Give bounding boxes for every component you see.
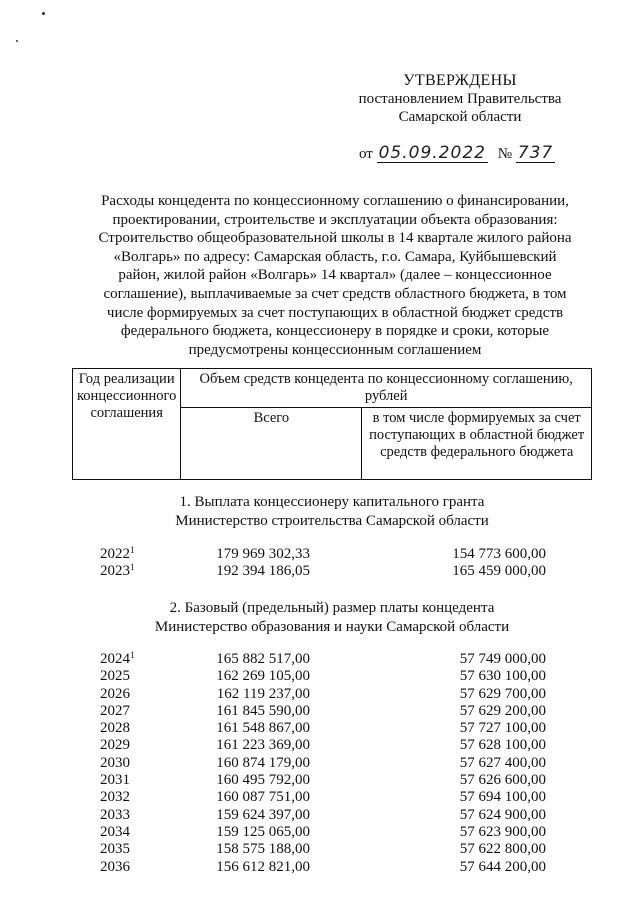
title-line: проектировании, строительстве и эксплуатации объекта образования: [112,211,558,228]
year-value: 2028 [100,720,130,737]
title-line: район, жилой район «Волгарь» 14 квартал» (далее – концессионное [118,267,552,284]
total-cell: 159 624 397,00 [216,806,310,823]
year-cell [100,546,135,563]
year-cell [100,824,130,841]
scan-speck [42,12,45,15]
total-cell: 160 495 792,00 [216,772,310,789]
approval-line-1: постановлением Правительства [358,91,562,107]
date-prefix: от [359,146,373,162]
title-line: Расходы концедента по концессионному соглашению о финансировании, [101,193,569,209]
federal-cell: 57 627 400,00 [459,754,546,771]
year-value: 2027 [100,702,130,719]
total-cell: 192 394 186,05 [216,563,310,580]
total-cell: 162 119 237,00 [216,685,310,702]
title-line: соглашение), выплачиваемые за счет средств областного бюджета, в том [103,285,567,302]
total-cell: 160 874 179,00 [216,754,310,771]
year-value: 2026 [100,685,130,702]
federal-cell: 57 626 600,00 [459,772,546,789]
federal-cell: 57 749 000,00 [459,651,546,667]
approval-stamp [330,72,590,126]
footnote-mark: 1 [130,650,135,660]
handwritten-date: 05.09.2022 [378,143,486,163]
footnote-mark: 1 [130,562,135,573]
table-row [72,720,592,737]
section-2-heading [72,599,592,636]
section-subtitle: Министерство строительства Самарской области [175,512,489,529]
title-line: федерального бюджета, концессионеру в порядке и сроки, которые [120,323,550,340]
year-cell [100,720,130,737]
table-row [72,755,592,772]
title-line: числе формируемых за счет поступающих в областной бюджет средств [106,304,564,321]
header-year-cell: Год реализации концессионного соглашения [73,369,181,480]
title-line: Строительство общеобразовательной школы в 14 квартале жилого района [98,230,572,247]
table-row [72,686,592,703]
federal-cell: 165 459 000,00 [452,563,546,580]
federal-cell: 57 628 100,00 [459,737,546,754]
approval-date-line [359,144,599,163]
total-cell: 165 882 517,00 [216,651,310,667]
year-value: 2033 [100,806,130,823]
year-value: 2023 [100,563,130,580]
federal-cell: 154 773 600,00 [452,546,546,562]
year-value: 2030 [100,754,130,771]
table-row [72,703,592,720]
year-cell [100,789,130,806]
federal-cell: 57 623 900,00 [459,823,546,840]
table-row [72,737,592,754]
federal-cell: 57 644 200,00 [459,858,546,875]
table-row [72,841,592,858]
year-value: 2024 [100,651,130,667]
year-cell [100,703,130,720]
year-value: 2036 [100,858,130,875]
year-cell [100,755,130,772]
footnote-mark: 1 [130,545,135,555]
table-row [72,772,592,789]
year-cell [100,686,130,703]
handwritten-number: 737 [517,143,554,163]
section-1-heading [72,493,592,530]
year-cell [100,859,130,876]
scan-speck [16,40,18,42]
federal-cell: 57 630 100,00 [459,668,546,685]
total-cell: 161 223 369,00 [216,737,310,754]
federal-cell: 57 629 200,00 [459,702,546,719]
total-cell: 162 269 105,00 [216,668,310,685]
section-title: 2. Базовый (предельный) размер платы концедента [169,600,495,616]
section-title: 1. Выплата концессионеру капитального гранта [179,494,485,510]
table-row [72,651,592,668]
section-2-rows [72,651,592,876]
table-row [72,546,592,563]
year-cell [100,668,130,685]
year-cell [100,651,135,668]
total-cell: 159 125 065,00 [216,823,310,840]
approval-line-2: Самарской области [398,109,522,125]
federal-cell: 57 624 900,00 [459,806,546,823]
year-cell [100,563,135,580]
table-row [72,668,592,685]
header-federal-cell: в том числе формируемых за счет поступающих в областной бюджет средств федерального бюджета [362,408,592,480]
year-cell [100,841,130,858]
year-cell [100,807,130,824]
year-cell [100,737,130,754]
year-value: 2022 [100,546,130,562]
table-header [72,368,592,480]
year-value: 2031 [100,772,130,789]
table-row [72,563,592,580]
year-value: 2034 [100,823,130,840]
section-subtitle: Министерство образования и науки Самарской области [154,618,510,635]
table-row [72,789,592,806]
number-prefix: № [497,146,513,162]
total-cell: 161 548 867,00 [216,720,310,737]
total-cell: 158 575 188,00 [216,841,310,858]
total-cell: 161 845 590,00 [216,702,310,719]
total-cell: 156 612 821,00 [216,858,310,875]
title-line: «Волгарь» по адресу: Самарская область, г.о. Самара, Куйбышевский [113,248,557,265]
year-value: 2035 [100,841,130,858]
federal-cell: 57 694 100,00 [459,789,546,806]
header-total-cell: Всего [181,408,362,480]
title-line: предусмотрены концессионным соглашением [188,341,482,358]
table-row [72,824,592,841]
year-value: 2025 [100,668,130,685]
federal-cell: 57 727 100,00 [459,720,546,737]
year-value: 2029 [100,737,130,754]
table-row [72,859,592,876]
document-title [72,192,598,359]
year-cell [100,772,130,789]
total-cell: 160 087 751,00 [216,789,310,806]
federal-cell: 57 629 700,00 [459,685,546,702]
section-1-rows [72,546,592,581]
approval-heading: УТВЕРЖДЕНЫ [403,72,517,89]
federal-cell: 57 622 800,00 [459,841,546,858]
table-row [72,807,592,824]
total-cell: 179 969 302,33 [216,546,310,562]
header-amount-cell: Объем средств концедента по концессионному соглашению, рублей [181,369,592,408]
year-value: 2032 [100,789,130,806]
